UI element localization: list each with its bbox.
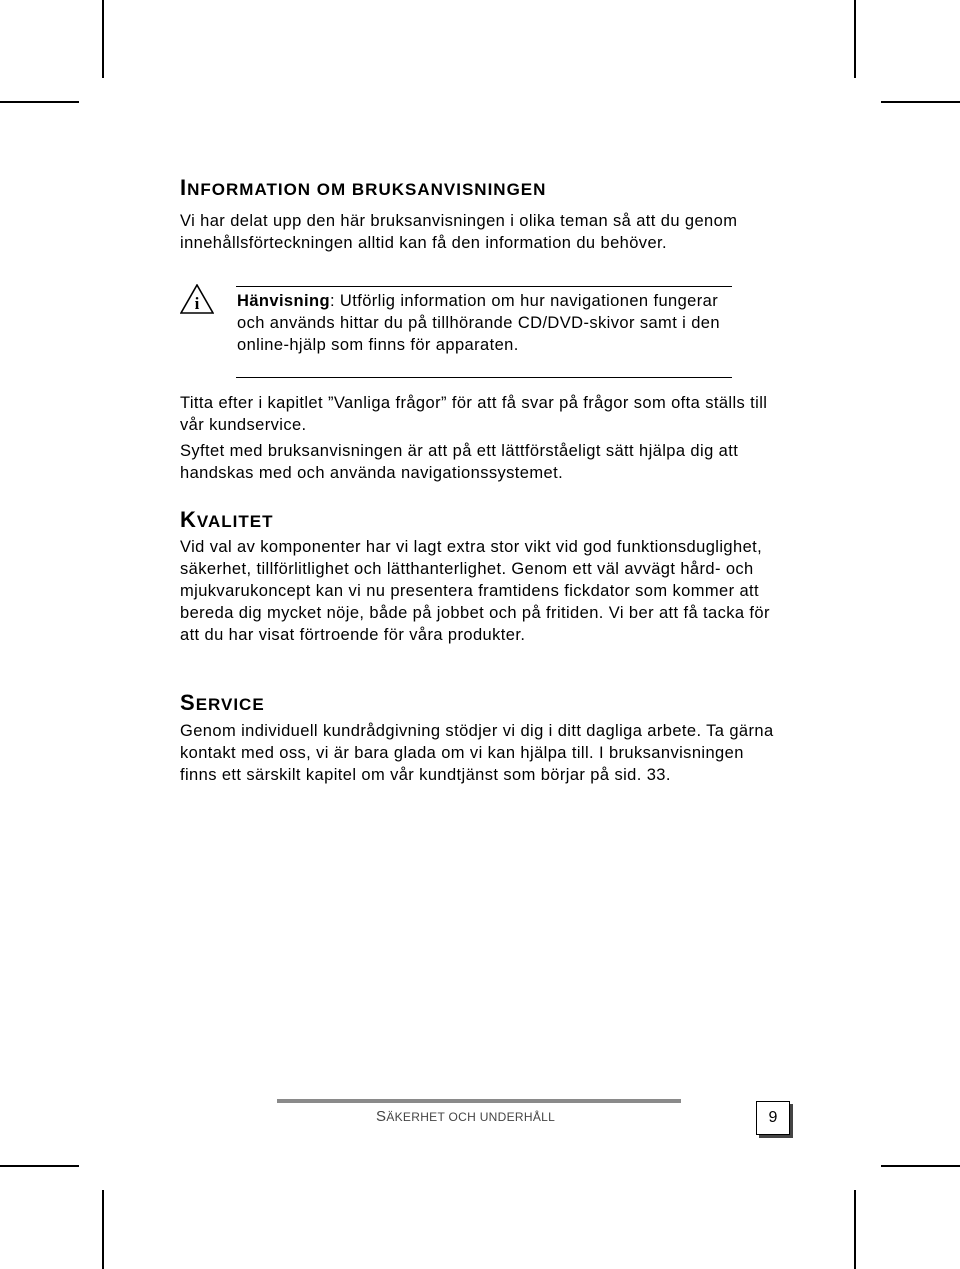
crop-mark xyxy=(854,0,856,78)
crop-mark xyxy=(102,1190,104,1269)
crop-mark xyxy=(881,1165,960,1167)
crop-mark xyxy=(0,1165,79,1167)
faq-paragraph: Titta efter i kapitlet ”Vanliga frågor” för att få svar på frågor som ofta ställs till vår kundservice. xyxy=(180,394,768,434)
crop-mark xyxy=(881,101,960,103)
purpose-paragraph: Syftet med bruksanvisningen är att på ett lättförståeligt sätt hjälpa dig att handskas med och använda navigationssystemet. xyxy=(180,442,739,482)
svg-text:i: i xyxy=(194,294,200,313)
info-icon xyxy=(180,284,214,314)
service-paragraph: Genom individuell kundrådgivning stödjer vi dig i ditt dagliga arbete. Ta gärna kontakt med oss, vi är bara glada om vi kan hjälpa till. I bruksanvisningen finns ett särskilt kapitel om vår kundtjänst som börjar på sid. 33. xyxy=(180,722,774,784)
crop-mark xyxy=(102,0,104,78)
note-paragraph xyxy=(237,290,737,356)
footer-rule xyxy=(277,1099,681,1103)
note-rule-top xyxy=(236,286,732,287)
crop-mark xyxy=(854,1190,856,1269)
note-label: Hänvisning xyxy=(237,292,330,310)
page-number: 9 xyxy=(756,1101,790,1135)
note-text: : Utförlig information om hur navigationen fungerar och används hittar du på tillhörande CD/DVD-skivor samt i den online-hjälp som finns för apparaten. xyxy=(237,292,720,354)
section-title-information: INFORMATION OM BRUKSANVISNINGEN xyxy=(180,175,547,200)
footer-chapter-title: SÄKERHET OCH UNDERHÅLL xyxy=(376,1108,556,1125)
section-title-quality: KVALITET xyxy=(180,507,274,532)
note-rule-bottom xyxy=(236,377,732,378)
crop-mark xyxy=(0,101,79,103)
quality-paragraph: Vid val av komponenter har vi lagt extra stor vikt vid god funktionsduglighet, säkerhet, tillförlitlighet och lätthanterlighet. Genom ett väl avvägt hård- och mjukvarukoncept kan vi nu presentera framtidens fickdator som kommer att bereda dig mycket nöje, både på jobbet och på fritiden. Vi ber att få tacka för att du har visat förtroende för våra produkter. xyxy=(180,538,770,644)
intro-paragraph: Vi har delat upp den här bruksanvisningen i olika teman så att du genom innehållsförteckningen alltid kan få den information du behöver. xyxy=(180,212,738,252)
section-title-service: SERVICE xyxy=(180,690,265,715)
